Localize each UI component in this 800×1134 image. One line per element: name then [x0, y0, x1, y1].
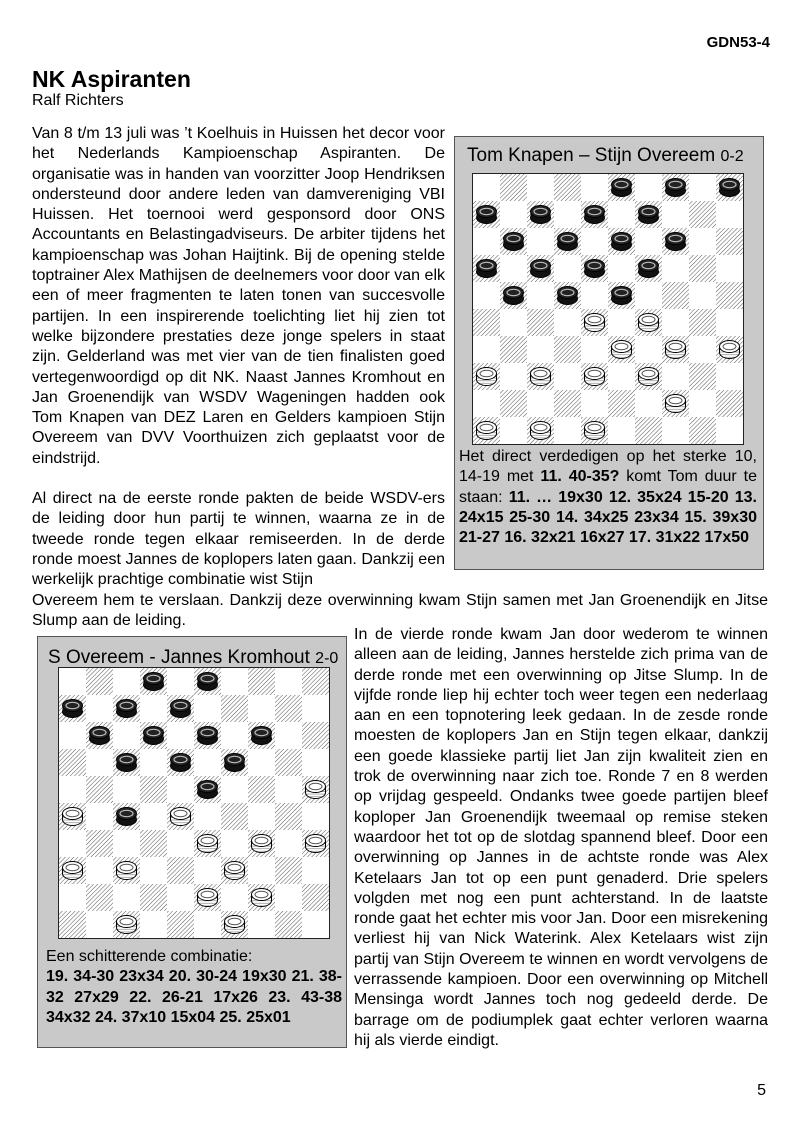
dark-square: [86, 776, 113, 803]
dark-square: [140, 884, 167, 911]
light-square: [716, 255, 743, 282]
light-square: [473, 174, 500, 201]
dark-square: [302, 722, 329, 749]
dark-square: [86, 884, 113, 911]
light-square: [275, 830, 302, 857]
light-square: [59, 830, 86, 857]
light-square: [608, 255, 635, 282]
dark-square: [302, 884, 329, 911]
light-square: [500, 417, 527, 444]
light-square: [554, 255, 581, 282]
black-piece-21: [504, 287, 524, 305]
black-piece-11: [504, 233, 524, 251]
dark-square: [689, 363, 716, 390]
light-square: [662, 201, 689, 228]
light-square: [662, 255, 689, 282]
light-square: [608, 363, 635, 390]
light-square: [194, 749, 221, 776]
dark-square: [167, 857, 194, 884]
black-piece-17: [117, 754, 137, 772]
light-square: [221, 830, 248, 857]
diagram-players-1: Tom Knapen – Stijn Overeem: [467, 145, 716, 166]
black-piece-23: [612, 287, 632, 305]
light-square: [554, 201, 581, 228]
light-square: [113, 722, 140, 749]
light-square: [608, 417, 635, 444]
diagram-text-2: [46, 947, 342, 1028]
black-piece-23: [198, 781, 218, 799]
black-piece-14: [252, 727, 272, 745]
light-square: [275, 776, 302, 803]
draughts-board-2: [58, 667, 330, 939]
light-square: [248, 695, 275, 722]
white-piece-33: [612, 341, 632, 359]
white-piece-26: [63, 808, 83, 826]
light-square: [140, 857, 167, 884]
light-square: [194, 695, 221, 722]
white-piece-39: [639, 368, 659, 386]
black-piece-7: [531, 206, 551, 224]
black-piece-19: [639, 260, 659, 278]
light-square: [716, 309, 743, 336]
dark-square: [302, 668, 329, 695]
black-piece-3: [612, 179, 632, 197]
white-piece-39: [225, 862, 245, 880]
article-author: Ralf Richters: [32, 92, 124, 109]
diagram-result-2: 2-0: [315, 650, 339, 667]
light-square: [59, 722, 86, 749]
light-square: [554, 309, 581, 336]
light-square: [302, 749, 329, 776]
light-square: [527, 282, 554, 309]
dark-square: [248, 776, 275, 803]
black-piece-6: [63, 700, 83, 718]
light-square: [689, 390, 716, 417]
black-piece-8: [585, 206, 605, 224]
dark-square: [689, 417, 716, 444]
black-piece-8: [171, 700, 191, 718]
dark-square: [275, 749, 302, 776]
light-square: [500, 255, 527, 282]
dark-square: [275, 803, 302, 830]
light-square: [221, 668, 248, 695]
black-piece-18: [171, 754, 191, 772]
page-number: 5: [757, 1082, 766, 1099]
dark-square: [248, 668, 275, 695]
dark-square: [221, 803, 248, 830]
white-piece-34: [666, 341, 686, 359]
white-piece-38: [585, 368, 605, 386]
light-square: [275, 668, 302, 695]
light-square: [167, 884, 194, 911]
light-square: [248, 857, 275, 884]
white-piece-34: [252, 835, 272, 853]
white-piece-28: [171, 808, 191, 826]
light-square: [581, 282, 608, 309]
diagram-result-1: 0-2: [720, 148, 744, 165]
dark-square: [86, 668, 113, 695]
light-square: [221, 776, 248, 803]
light-square: [194, 857, 221, 884]
black-piece-7: [117, 700, 137, 718]
light-square: [194, 803, 221, 830]
black-piece-27: [117, 808, 137, 826]
dark-square: [500, 336, 527, 363]
white-piece-43: [198, 889, 218, 907]
light-square: [248, 803, 275, 830]
dark-square: [221, 695, 248, 722]
dark-square: [275, 857, 302, 884]
dark-square: [716, 228, 743, 255]
light-square: [221, 722, 248, 749]
black-piece-9: [639, 206, 659, 224]
white-piece-25: [306, 781, 326, 799]
diagram-text-1: [459, 447, 757, 548]
light-square: [662, 309, 689, 336]
black-piece-19: [225, 754, 245, 772]
dark-square: [473, 309, 500, 336]
dark-square: [716, 282, 743, 309]
black-piece-3: [198, 673, 218, 691]
diagram-box-2: [37, 636, 347, 1048]
light-square: [59, 884, 86, 911]
light-square: [113, 776, 140, 803]
light-square: [167, 668, 194, 695]
light-square: [86, 911, 113, 938]
dark-square: [554, 174, 581, 201]
light-square: [140, 911, 167, 938]
dark-square: [500, 390, 527, 417]
diagram-caption-2: Een schitterende combinatie:: [46, 948, 253, 965]
light-square: [662, 363, 689, 390]
paragraph-rounds: Al direct na de eerste ronde pakten de beide WSDV-ers de leiding door hun partij te winnen, waarna ze in de tweede ronde tegen elkaar remiseerden. In de derde ronde moest Jannes de koplopers laten gaan. Dankzij een werkelijk prachtige combinatie wist Stijn: [32, 490, 445, 589]
light-square: [140, 749, 167, 776]
light-square: [554, 417, 581, 444]
dark-square: [500, 174, 527, 201]
black-piece-13: [198, 727, 218, 745]
black-piece-12: [558, 233, 578, 251]
dark-square: [59, 911, 86, 938]
white-piece-35: [306, 835, 326, 853]
dark-square: [635, 417, 662, 444]
light-square: [302, 695, 329, 722]
black-piece-5: [720, 179, 740, 197]
white-piece-44: [252, 889, 272, 907]
light-square: [500, 363, 527, 390]
light-square: [473, 282, 500, 309]
dark-square: [527, 309, 554, 336]
dark-square: [689, 255, 716, 282]
light-square: [59, 776, 86, 803]
diagram-moves-2: 19. 34-30 23x34 20. 30-24 19x30 21. 38-32 27x29 22. 26-21 17x26 23. 43-38 34x32 24. 37x10 15x04 25. 25x01: [46, 968, 342, 1026]
light-square: [86, 749, 113, 776]
light-square: [140, 695, 167, 722]
draughts-board-1: [472, 173, 744, 445]
diagram-players-2: S Overeem - Jannes Kromhout: [48, 647, 310, 668]
light-square: [86, 857, 113, 884]
diagram-move-1-b: 11. … 19x30 12. 35x24 15-20 13. 24x15 25-30 14. 34x25 23x34 15. 39x30 21-27 16. 32x21 16x27 17. 31x22 17x50: [459, 488, 758, 547]
dark-square: [554, 390, 581, 417]
light-square: [59, 668, 86, 695]
light-square: [500, 201, 527, 228]
light-square: [527, 174, 554, 201]
white-piece-37: [117, 862, 137, 880]
diagram-text-1-a: Het direct verdedigen op het sterke 10, 14-19 met: [459, 448, 757, 486]
dark-square: [140, 776, 167, 803]
light-square: [275, 884, 302, 911]
white-piece-48: [585, 422, 605, 440]
white-piece-46: [477, 422, 497, 440]
light-square: [608, 309, 635, 336]
white-piece-37: [531, 368, 551, 386]
light-square: [248, 749, 275, 776]
black-piece-6: [477, 206, 497, 224]
light-square: [113, 668, 140, 695]
black-piece-4: [666, 179, 686, 197]
light-square: [716, 417, 743, 444]
light-square: [581, 336, 608, 363]
light-square: [473, 336, 500, 363]
black-piece-17: [531, 260, 551, 278]
light-square: [275, 722, 302, 749]
light-square: [635, 228, 662, 255]
light-square: [473, 228, 500, 255]
diagram-title-2: [48, 647, 338, 669]
light-square: [527, 228, 554, 255]
light-square: [500, 309, 527, 336]
white-piece-47: [117, 916, 137, 934]
black-piece-12: [144, 727, 164, 745]
paragraph-final-rounds: In de vierde ronde kwam Jan door wederom te winnen alleen aan de leiding, Jannes herstelde zich prima van de derde ronde met een overwinning op Jitse Slump. In de vijfde ronde liep hij echter toch weer tegen een nederlaag aan en een topnotering leek gedaan. In de zesde ronde moesten de koplopers Jan en Stijn tegen elkaar, dankzij een goede klassieke partij liet Jan zijn kwaliteit zien en trok de overwinning naar zich toe. Ronde 7 en 8 werden op vrijdag gespeeld. Ondanks twee goede partijen bleef koploper Jan Groenendijk tweemaal op remise steken waardoor het tot op de slotdag spannend bleef. Door een overwinning op Jannes in de achtste ronde was Alex Ketelaars Jan tot op een punt genaderd. Drie spelers volgden met nog een punt achterstand. In de laatste ronde gaat het echter mis voor Jan. Door een misrekening verliest hij van Nick Waterink. Alex Ketelaars wist zijn partij van Stijn Overeem te winnen en wordt vervolgens de verrassende kampioen. Door een overwinning op Mitchell Mensinga wordt Jannes toch nog gedeeld derde. De barrage om de podiumplek gaat echter verloren waarna hij als vierde eindigt.: [354, 626, 768, 1049]
light-square: [689, 228, 716, 255]
white-piece-28: [585, 314, 605, 332]
dark-square: [689, 309, 716, 336]
light-square: [113, 884, 140, 911]
paragraph-rounds-cont: Overeem hem te verslaan. Dankzij deze overwinning kwam Stijn samen met Jan Groenendijk en Jitse Slump aan de leiding.: [32, 592, 768, 630]
paragraph-intro: Van 8 t/m 13 juli was ’t Koelhuis in Huissen het decor voor het Nederlands Kampioenschap Aspiranten. De organisatie was in handen van voorzitter Joop Hendriksen ondersteund door andere leden van damvereniging VBI Huissen. Het toernooi werd gesponsord door ONS Accountants en Belastingadviseurs. De arbiter tijdens het kampioenschap was Johan Haijtink. Bij de opening stelde toptrainer Alex Mathijsen de deelnemers voor door van elk een of meer fragmenten te laten tonen van succesvolle partijen. In een inspirerende toelichting liet hij zien tot welke bijzondere prestaties deze jonge spelers in staat zijn. Gelderland was met vier van de tien finalisten goed vertegenwoordigd op dit NK. Naast Jannes Kromhout en Jan Groenendijk van WSDV Wageningen hadden ook Tom Knapen van DEZ Laren en Gelders kampioen Stijn Overeem van DVV Voorthuizen zich geplaatst voor de eindstrijd.: [32, 125, 445, 467]
light-square: [635, 174, 662, 201]
light-square: [302, 857, 329, 884]
diagram-text-1-b: komt Tom duur te staan:: [459, 468, 758, 506]
light-square: [581, 390, 608, 417]
dark-square: [275, 911, 302, 938]
diagram-move-1-a: 11. 40-35?: [540, 468, 620, 486]
black-piece-16: [477, 260, 497, 278]
light-square: [86, 803, 113, 830]
light-square: [113, 830, 140, 857]
black-piece-18: [585, 260, 605, 278]
light-square: [581, 174, 608, 201]
light-square: [248, 911, 275, 938]
dark-square: [86, 830, 113, 857]
light-square: [635, 390, 662, 417]
white-piece-49: [225, 916, 245, 934]
diagram-box-1: [454, 136, 764, 570]
light-square: [167, 776, 194, 803]
white-piece-36: [477, 368, 497, 386]
issue-code: GDN53-4: [706, 34, 770, 51]
dark-square: [140, 830, 167, 857]
dark-square: [59, 749, 86, 776]
light-square: [140, 803, 167, 830]
light-square: [689, 336, 716, 363]
white-piece-35: [720, 341, 740, 359]
black-piece-11: [90, 727, 110, 745]
dark-square: [716, 390, 743, 417]
light-square: [662, 417, 689, 444]
light-square: [167, 722, 194, 749]
dark-square: [608, 390, 635, 417]
white-piece-47: [531, 422, 551, 440]
light-square: [716, 201, 743, 228]
light-square: [302, 803, 329, 830]
light-square: [473, 390, 500, 417]
black-piece-13: [612, 233, 632, 251]
article-title: NK Aspiranten: [32, 66, 191, 92]
light-square: [635, 336, 662, 363]
dark-square: [275, 695, 302, 722]
white-piece-33: [198, 835, 218, 853]
light-square: [716, 363, 743, 390]
light-square: [86, 695, 113, 722]
black-piece-22: [558, 287, 578, 305]
light-square: [221, 884, 248, 911]
black-piece-14: [666, 233, 686, 251]
light-square: [302, 911, 329, 938]
dark-square: [167, 911, 194, 938]
white-piece-36: [63, 862, 83, 880]
light-square: [689, 282, 716, 309]
diagram-title-1: [467, 145, 744, 167]
light-square: [635, 282, 662, 309]
light-square: [581, 228, 608, 255]
dark-square: [662, 282, 689, 309]
light-square: [167, 830, 194, 857]
dark-square: [689, 201, 716, 228]
light-square: [608, 201, 635, 228]
light-square: [689, 174, 716, 201]
light-square: [194, 911, 221, 938]
light-square: [527, 390, 554, 417]
dark-square: [554, 336, 581, 363]
light-square: [527, 336, 554, 363]
white-piece-44: [666, 395, 686, 413]
light-square: [554, 363, 581, 390]
white-piece-29: [639, 314, 659, 332]
black-piece-2: [144, 673, 164, 691]
